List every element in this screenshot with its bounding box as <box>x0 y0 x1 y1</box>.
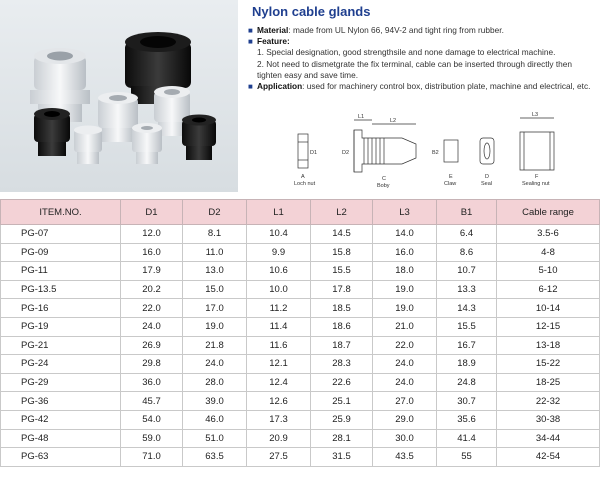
table-cell: 16.0 <box>373 243 437 262</box>
table-cell: 39.0 <box>183 392 247 411</box>
table-cell: 19.0 <box>183 317 247 336</box>
body-shape <box>354 130 416 172</box>
part-letter: C <box>382 176 386 182</box>
small-black-gland-right <box>182 115 216 161</box>
table-cell: 12.6 <box>247 392 311 411</box>
table-cell: 46.0 <box>183 410 247 429</box>
table-cell: 28.0 <box>183 373 247 392</box>
part-name: Claw <box>444 181 457 187</box>
table-row <box>1 225 600 244</box>
table-cell: 14.5 <box>311 225 373 244</box>
column-header: ITEM.NO. <box>1 200 121 225</box>
part-name: Loch nut <box>294 181 316 187</box>
table-row <box>1 243 600 262</box>
table-cell: 28.3 <box>311 355 373 374</box>
table-cell: 4-8 <box>497 243 600 262</box>
table-cell: 31.5 <box>311 448 373 467</box>
table-row <box>1 262 600 281</box>
item-number-cell: PG-09 <box>1 243 121 262</box>
table-row <box>1 448 600 467</box>
table-cell: 12-15 <box>497 317 600 336</box>
table-cell: 3.5-6 <box>497 225 600 244</box>
table-cell: 13.3 <box>437 280 497 299</box>
table-row <box>1 280 600 299</box>
claw-shape <box>444 140 458 162</box>
table-cell: 25.9 <box>311 410 373 429</box>
table-cell: 19.0 <box>373 299 437 318</box>
product-photo <box>0 0 238 192</box>
loch-nut-shape <box>298 134 308 168</box>
table-cell: 10.6 <box>247 262 311 281</box>
item-number-cell: PG-13.5 <box>1 280 121 299</box>
table-cell: 20.9 <box>247 429 311 448</box>
table-row <box>1 410 600 429</box>
table-cell: 15.0 <box>183 280 247 299</box>
dim-label: L1 <box>358 114 365 120</box>
part-letter: A <box>301 174 305 180</box>
column-header: L2 <box>311 200 373 225</box>
table-cell: 8.6 <box>437 243 497 262</box>
column-header: D1 <box>121 200 183 225</box>
table-cell: 20.2 <box>121 280 183 299</box>
dim-label: L2 <box>390 118 397 124</box>
table-cell: 14.3 <box>437 299 497 318</box>
table-cell: 21.8 <box>183 336 247 355</box>
table-cell: 10.7 <box>437 262 497 281</box>
item-number-cell: PG-19 <box>1 317 121 336</box>
table-cell: 11.0 <box>183 243 247 262</box>
table-cell: 6.4 <box>437 225 497 244</box>
table-cell: 30-38 <box>497 410 600 429</box>
table-cell: 6-12 <box>497 280 600 299</box>
application-label: Application <box>257 81 303 92</box>
part-letter: D <box>485 174 489 180</box>
spec-list <box>248 25 596 92</box>
table-cell: 10.4 <box>247 225 311 244</box>
table-cell: 29.0 <box>373 410 437 429</box>
product-info <box>248 4 596 92</box>
bullet-icon: ■ <box>248 37 253 47</box>
application-text: : used for machinery control box, distribution plate, machine and electrical, etc. <box>302 81 591 92</box>
table-row <box>1 392 600 411</box>
table-cell: 59.0 <box>121 429 183 448</box>
column-header: B1 <box>437 200 497 225</box>
table-cell: 12.0 <box>121 225 183 244</box>
table-cell: 15.5 <box>437 317 497 336</box>
table-cell: 36.0 <box>121 373 183 392</box>
item-number-cell: PG-16 <box>1 299 121 318</box>
table-cell: 5-10 <box>497 262 600 281</box>
item-number-cell: PG-11 <box>1 262 121 281</box>
item-number-cell: PG-63 <box>1 448 121 467</box>
table-cell: 30.0 <box>373 429 437 448</box>
sealing-nut-shape <box>520 132 554 170</box>
table-cell: 19.0 <box>373 280 437 299</box>
table-cell: 9.9 <box>247 243 311 262</box>
table-cell: 24.0 <box>373 355 437 374</box>
table-cell: 22-32 <box>497 392 600 411</box>
table-cell: 17.8 <box>311 280 373 299</box>
column-header: L1 <box>247 200 311 225</box>
table-row <box>1 429 600 448</box>
part-name: Sealing nut <box>522 181 550 187</box>
table-cell: 27.5 <box>247 448 311 467</box>
small-black-gland-left <box>34 108 70 156</box>
item-number-cell: PG-29 <box>1 373 121 392</box>
table-cell: 55 <box>437 448 497 467</box>
application-line <box>248 81 596 92</box>
item-number-cell: PG-42 <box>1 410 121 429</box>
table-cell: 16.7 <box>437 336 497 355</box>
table-cell: 17.3 <box>247 410 311 429</box>
table-cell: 51.0 <box>183 429 247 448</box>
table-cell: 8.1 <box>183 225 247 244</box>
part-name: Boby <box>377 183 390 189</box>
table-cell: 10-14 <box>497 299 600 318</box>
table-cell: 22.6 <box>311 373 373 392</box>
item-number-cell: PG-48 <box>1 429 121 448</box>
page-title: Nylon cable glands <box>252 4 371 19</box>
table-cell: 11.2 <box>247 299 311 318</box>
table-row <box>1 317 600 336</box>
table-cell: 16.0 <box>121 243 183 262</box>
item-number-cell: PG-36 <box>1 392 121 411</box>
table-cell: 28.1 <box>311 429 373 448</box>
material-text: : made from UL Nylon 66, 94V-2 and tight ring from rubber. <box>288 25 504 35</box>
table-cell: 10.0 <box>247 280 311 299</box>
table-cell: 13-18 <box>497 336 600 355</box>
table-cell: 24.0 <box>373 373 437 392</box>
table-cell: 29.8 <box>121 355 183 374</box>
table-cell: 27.0 <box>373 392 437 411</box>
column-header: Cable range <box>497 200 600 225</box>
table-cell: 71.0 <box>121 448 183 467</box>
feature-point-2: 2. Not need to dismetgrate the fix terminal, cable can be inserted through directly then tighten easy and save time. <box>257 58 572 80</box>
dim-label: D2 <box>342 150 350 156</box>
table-cell: 11.4 <box>247 317 311 336</box>
part-letter: E <box>449 174 453 180</box>
table-cell: 21.0 <box>373 317 437 336</box>
part-letter: F <box>535 174 539 180</box>
table-cell: 43.5 <box>373 448 437 467</box>
table-cell: 25.1 <box>311 392 373 411</box>
table-cell: 18.0 <box>373 262 437 281</box>
dim-label: B2 <box>432 150 439 156</box>
table-cell: 12.4 <box>247 373 311 392</box>
table-cell: 22.0 <box>121 299 183 318</box>
table-row <box>1 355 600 374</box>
table-cell: 12.1 <box>247 355 311 374</box>
table-cell: 35.6 <box>437 410 497 429</box>
material-label: Material <box>257 25 289 35</box>
table-cell: 26.9 <box>121 336 183 355</box>
seal-shape <box>480 138 494 164</box>
feature-line <box>248 36 596 47</box>
dim-label: L3 <box>532 112 539 118</box>
bullet-icon: ■ <box>248 82 253 92</box>
technical-diagram <box>292 108 592 192</box>
table-row <box>1 336 600 355</box>
table-row <box>1 373 600 392</box>
table-cell: 13.0 <box>183 262 247 281</box>
table-cell: 18.9 <box>437 355 497 374</box>
material-line <box>248 25 596 36</box>
table-cell: 22.0 <box>373 336 437 355</box>
bullet-icon: ■ <box>248 26 253 35</box>
feature-label: Feature: <box>257 36 290 47</box>
table-cell: 24.0 <box>183 355 247 374</box>
table-cell: 41.4 <box>437 429 497 448</box>
table-cell: 18.7 <box>311 336 373 355</box>
table-header-row <box>1 200 600 225</box>
table-cell: 63.5 <box>183 448 247 467</box>
table-cell: 14.0 <box>373 225 437 244</box>
table-cell: 18.5 <box>311 299 373 318</box>
dim-label: D1 <box>310 150 318 156</box>
table-cell: 30.7 <box>437 392 497 411</box>
table-cell: 54.0 <box>121 410 183 429</box>
table-cell: 15.5 <box>311 262 373 281</box>
table-cell: 45.7 <box>121 392 183 411</box>
column-header: L3 <box>373 200 437 225</box>
table-cell: 15-22 <box>497 355 600 374</box>
table-cell: 11.6 <box>247 336 311 355</box>
cable-glands-illustration <box>0 0 238 192</box>
table-cell: 34-44 <box>497 429 600 448</box>
feature-point-1: 1. Special designation, good strengthsile and none damage to electrical machine. <box>257 47 556 58</box>
table-cell: 17.9 <box>121 262 183 281</box>
table-cell: 18.6 <box>311 317 373 336</box>
table-cell: 18-25 <box>497 373 600 392</box>
column-header: D2 <box>183 200 247 225</box>
spec-table <box>0 199 600 467</box>
item-number-cell: PG-07 <box>1 225 121 244</box>
table-row <box>1 299 600 318</box>
table-cell: 24.0 <box>121 317 183 336</box>
table-cell: 24.8 <box>437 373 497 392</box>
item-number-cell: PG-24 <box>1 355 121 374</box>
part-name: Seal <box>481 181 493 187</box>
table-cell: 15.8 <box>311 243 373 262</box>
table-cell: 42-54 <box>497 448 600 467</box>
item-number-cell: PG-21 <box>1 336 121 355</box>
table-cell: 17.0 <box>183 299 247 318</box>
